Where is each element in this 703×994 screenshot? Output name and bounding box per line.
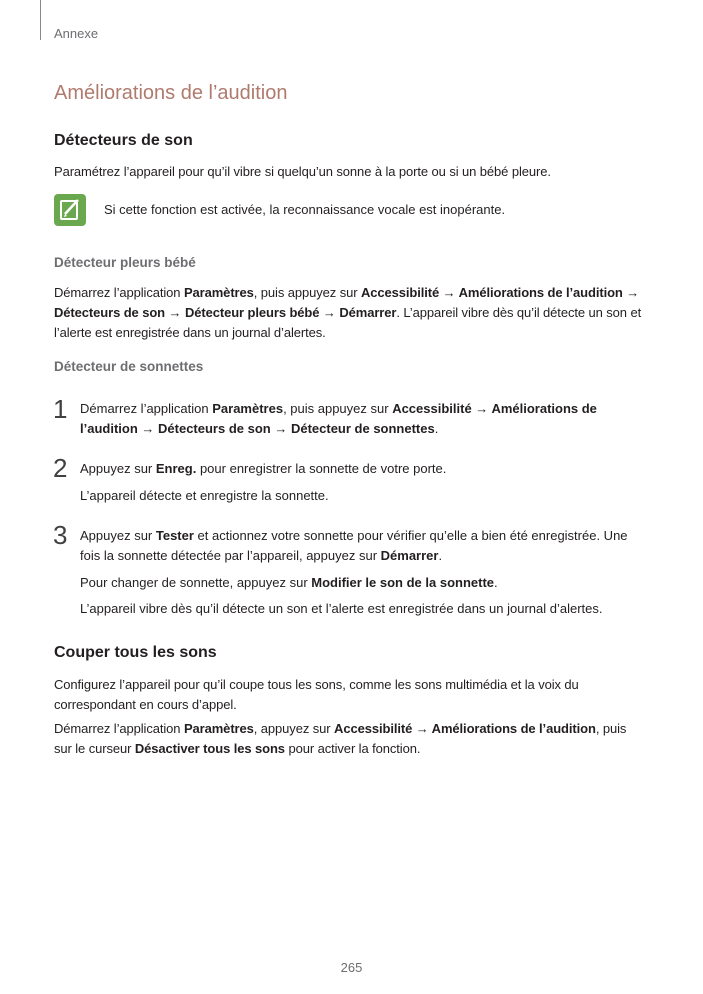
step-number: 3 bbox=[53, 520, 68, 550]
step-text: Appuyez sur Enreg. pour enregistrer la sonnette de votre porte. bbox=[80, 461, 447, 476]
section-title-mute-all: Couper tous les sons bbox=[54, 644, 217, 661]
subheading-baby-cry-detector: Détecteur pleurs bébé bbox=[54, 255, 196, 270]
header-divider bbox=[40, 0, 41, 40]
mute-all-intro: Configurez l’appareil pour qu’il coupe tous les sons, comme les sons multimédia et la voix du correspondant en cours d’appel. bbox=[54, 677, 579, 712]
section-title-sound-detectors: Détecteurs de son bbox=[54, 132, 193, 149]
chapter-title: Améliorations de l’audition bbox=[54, 82, 288, 104]
subheading-doorbell-detector: Détecteur de sonnettes bbox=[54, 359, 204, 374]
step-text: Démarrez l’application Paramètres, puis appuyez sur Accessibilité → Améliorations de l’audition → Détecteurs de son → Détecteur de sonnettes. bbox=[80, 401, 597, 436]
step-subtext: L’appareil détecte et enregistre la sonnette. bbox=[80, 488, 329, 503]
step-text: Appuyez sur Tester et actionnez votre sonnette pour vérifier qu’elle a bien été enregistrée. Une fois la sonnette détectée par l’appareil, appuyez sur Démarrer. bbox=[80, 528, 628, 563]
step-number: 2 bbox=[53, 453, 68, 483]
sound-detectors-intro: Paramétrez l’appareil pour qu’il vibre si quelqu’un sonne à la porte ou si un bébé pleure. bbox=[54, 164, 551, 179]
page-number: 265 bbox=[340, 960, 363, 975]
note-text: Si cette fonction est activée, la reconnaissance vocale est inopérante. bbox=[104, 202, 506, 217]
baby-cry-instructions: Démarrez l’application Paramètres, puis appuyez sur Accessibilité → Améliorations de l’audition → Détecteurs de son → Détecteur pleurs bébé → Démarrer. L’appareil vibre dès qu’il détecte un son et l’alerte est enregistrée dans un journal d’alertes. bbox=[54, 285, 642, 340]
note-icon bbox=[54, 194, 86, 226]
mute-all-instructions: Démarrez l’application Paramètres, appuyez sur Accessibilité → Améliorations de l’audition, puis sur le curseur Désactiver tous les sons pour activer la fonction. bbox=[54, 721, 627, 756]
step-subtext: L’appareil vibre dès qu’il détecte un son et l’alerte est enregistrée dans un journal d’alertes. bbox=[80, 601, 603, 616]
step-subtext: Pour changer de sonnette, appuyez sur Modifier le son de la sonnette. bbox=[80, 575, 498, 590]
step-number: 1 bbox=[53, 394, 68, 424]
header-section-label: Annexe bbox=[54, 26, 99, 41]
